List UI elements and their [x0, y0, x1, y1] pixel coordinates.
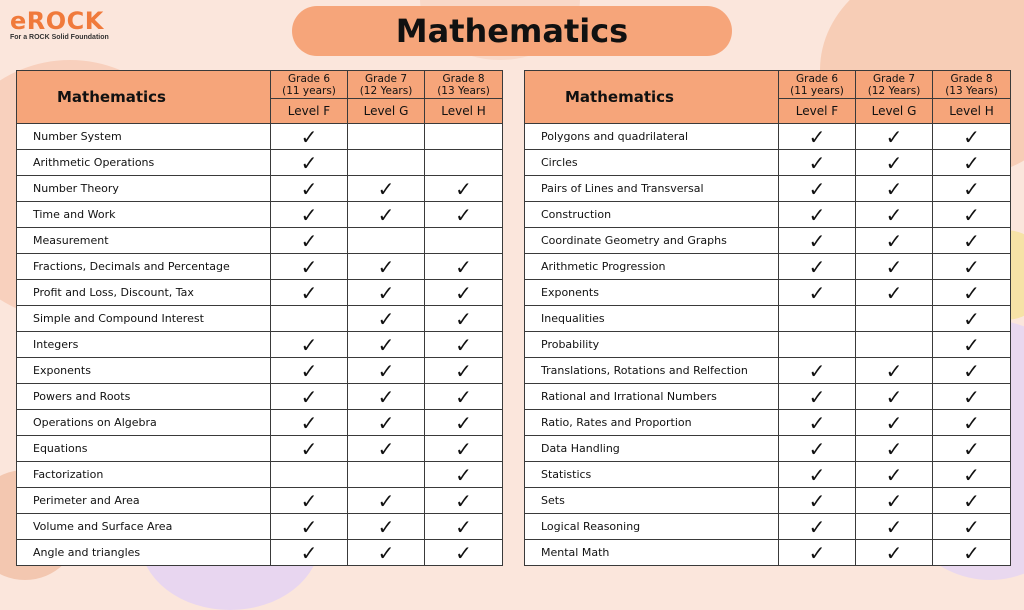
- check-mark-icon: ✓: [425, 436, 503, 462]
- table-row: [17, 514, 503, 540]
- check-mark-icon: ✓: [856, 384, 933, 410]
- table-row: [17, 254, 503, 280]
- check-mark-icon: ✓: [856, 358, 933, 384]
- check-mark-icon: ✓: [779, 514, 856, 540]
- empty-mark-cell: [425, 228, 503, 254]
- check-mark-icon: ✓: [271, 202, 348, 228]
- table-row: [525, 150, 1011, 176]
- grade-label: Grade 7: [364, 72, 408, 85]
- topic-cell: Statistics: [525, 462, 779, 488]
- table-row: [525, 488, 1011, 514]
- check-mark-icon: ✓: [425, 410, 503, 436]
- check-mark-icon: ✓: [271, 332, 348, 358]
- topic-cell: Construction: [525, 202, 779, 228]
- table-row: [525, 332, 1011, 358]
- logo-brand-text: eROCK: [10, 7, 104, 35]
- check-mark-icon: ✓: [856, 228, 933, 254]
- check-mark-icon: ✓: [933, 202, 1011, 228]
- check-mark-icon: ✓: [425, 280, 503, 306]
- check-mark-icon: ✓: [271, 254, 348, 280]
- topic-cell: Circles: [525, 150, 779, 176]
- topic-cell: Logical Reasoning: [525, 514, 779, 540]
- subject-column-header: Mathematics: [17, 71, 271, 124]
- title-banner: [292, 6, 732, 56]
- grade-column-header: [779, 71, 856, 99]
- check-mark-icon: ✓: [856, 514, 933, 540]
- topic-cell: Integers: [17, 332, 271, 358]
- grade-label: Grade 6: [795, 72, 839, 85]
- table-row: [17, 540, 503, 566]
- table-row: [525, 384, 1011, 410]
- check-mark-icon: ✓: [425, 202, 503, 228]
- table-row: [17, 488, 503, 514]
- right-curriculum-panel: [524, 70, 1010, 566]
- check-mark-icon: ✓: [933, 228, 1011, 254]
- grade-label: Grade 6: [287, 72, 331, 85]
- check-mark-icon: ✓: [933, 462, 1011, 488]
- check-mark-icon: ✓: [271, 514, 348, 540]
- level-column-header: Level F: [271, 99, 348, 124]
- table-row: [17, 202, 503, 228]
- topic-cell: Pairs of Lines and Transversal: [525, 176, 779, 202]
- topic-cell: Translations, Rotations and Relfection: [525, 358, 779, 384]
- check-mark-icon: ✓: [271, 124, 348, 150]
- check-mark-icon: ✓: [779, 124, 856, 150]
- topic-cell: Factorization: [17, 462, 271, 488]
- check-mark-icon: ✓: [856, 280, 933, 306]
- check-mark-icon: ✓: [856, 540, 933, 566]
- empty-mark-cell: [425, 150, 503, 176]
- check-mark-icon: ✓: [348, 384, 425, 410]
- check-mark-icon: ✓: [779, 176, 856, 202]
- topic-cell: Simple and Compound Interest: [17, 306, 271, 332]
- topic-cell: Time and Work: [17, 202, 271, 228]
- grade-age-label: (11 years): [282, 84, 336, 97]
- table-row: [17, 462, 503, 488]
- check-mark-icon: ✓: [779, 384, 856, 410]
- topic-cell: Mental Math: [525, 540, 779, 566]
- check-mark-icon: ✓: [425, 540, 503, 566]
- topic-cell: Inequalities: [525, 306, 779, 332]
- empty-mark-cell: [856, 332, 933, 358]
- grade-column-header: [271, 71, 348, 99]
- empty-mark-cell: [348, 150, 425, 176]
- page-title: Mathematics: [395, 12, 629, 50]
- grade-label: Grade 8: [442, 72, 485, 85]
- topic-cell: Operations on Algebra: [17, 410, 271, 436]
- grade-age-label: (13 Years): [945, 84, 998, 97]
- grade-column-header: [933, 71, 1011, 99]
- table-row: [525, 280, 1011, 306]
- check-mark-icon: ✓: [425, 384, 503, 410]
- table-row: [17, 124, 503, 150]
- level-column-header: Level F: [779, 99, 856, 124]
- check-mark-icon: ✓: [348, 436, 425, 462]
- topic-cell: Profit and Loss, Discount, Tax: [17, 280, 271, 306]
- check-mark-icon: ✓: [348, 540, 425, 566]
- check-mark-icon: ✓: [348, 306, 425, 332]
- check-mark-icon: ✓: [933, 306, 1011, 332]
- check-mark-icon: ✓: [933, 358, 1011, 384]
- grade-column-header: [425, 71, 503, 99]
- topic-cell: Number Theory: [17, 176, 271, 202]
- table-row: [525, 202, 1011, 228]
- check-mark-icon: ✓: [779, 462, 856, 488]
- check-mark-icon: ✓: [271, 436, 348, 462]
- check-mark-icon: ✓: [779, 228, 856, 254]
- check-mark-icon: ✓: [933, 384, 1011, 410]
- table-row: [17, 176, 503, 202]
- check-mark-icon: ✓: [933, 124, 1011, 150]
- level-column-header: Level G: [348, 99, 425, 124]
- check-mark-icon: ✓: [425, 488, 503, 514]
- table-row: [525, 540, 1011, 566]
- table-row: [525, 124, 1011, 150]
- topic-cell: Powers and Roots: [17, 384, 271, 410]
- topic-cell: Arithmetic Operations: [17, 150, 271, 176]
- check-mark-icon: ✓: [933, 332, 1011, 358]
- table-row: [525, 228, 1011, 254]
- check-mark-icon: ✓: [271, 228, 348, 254]
- table-row: [17, 228, 503, 254]
- table-row: [17, 384, 503, 410]
- brand-logo: [10, 8, 109, 41]
- subject-column-header: Mathematics: [525, 71, 779, 124]
- topic-cell: Rational and Irrational Numbers: [525, 384, 779, 410]
- check-mark-icon: ✓: [933, 488, 1011, 514]
- check-mark-icon: ✓: [425, 462, 503, 488]
- check-mark-icon: ✓: [348, 202, 425, 228]
- topic-cell: Arithmetic Progression: [525, 254, 779, 280]
- check-mark-icon: ✓: [933, 436, 1011, 462]
- check-mark-icon: ✓: [271, 358, 348, 384]
- check-mark-icon: ✓: [856, 488, 933, 514]
- empty-mark-cell: [425, 124, 503, 150]
- grade-age-label: (11 years): [790, 84, 844, 97]
- table-row: [525, 436, 1011, 462]
- grade-column-header: [348, 71, 425, 99]
- table-row: [17, 358, 503, 384]
- topic-cell: Ratio, Rates and Proportion: [525, 410, 779, 436]
- check-mark-icon: ✓: [348, 332, 425, 358]
- check-mark-icon: ✓: [856, 202, 933, 228]
- table-row: [525, 358, 1011, 384]
- grade-age-label: (12 Years): [359, 84, 413, 97]
- grade-age-label: (12 Years): [867, 84, 921, 97]
- topic-cell: Measurement: [17, 228, 271, 254]
- grade-column-header: [856, 71, 933, 99]
- table-row: [17, 332, 503, 358]
- grade-age-label: (13 Years): [437, 84, 490, 97]
- topic-cell: Exponents: [17, 358, 271, 384]
- check-mark-icon: ✓: [348, 514, 425, 540]
- topic-cell: Angle and triangles: [17, 540, 271, 566]
- check-mark-icon: ✓: [348, 280, 425, 306]
- check-mark-icon: ✓: [425, 332, 503, 358]
- left-curriculum-panel: [16, 70, 502, 566]
- check-mark-icon: ✓: [933, 254, 1011, 280]
- check-mark-icon: ✓: [933, 176, 1011, 202]
- check-mark-icon: ✓: [779, 436, 856, 462]
- table-row: [525, 176, 1011, 202]
- check-mark-icon: ✓: [348, 488, 425, 514]
- empty-mark-cell: [348, 462, 425, 488]
- table-row: [17, 436, 503, 462]
- topic-cell: Coordinate Geometry and Graphs: [525, 228, 779, 254]
- check-mark-icon: ✓: [348, 410, 425, 436]
- check-mark-icon: ✓: [933, 514, 1011, 540]
- table-row: [17, 410, 503, 436]
- level-column-header: Level G: [856, 99, 933, 124]
- check-mark-icon: ✓: [779, 410, 856, 436]
- check-mark-icon: ✓: [425, 306, 503, 332]
- level-column-header: Level H: [425, 99, 503, 124]
- check-mark-icon: ✓: [779, 254, 856, 280]
- grade-label: Grade 7: [872, 72, 916, 85]
- empty-mark-cell: [856, 306, 933, 332]
- check-mark-icon: ✓: [425, 358, 503, 384]
- left-curriculum-table: [16, 70, 503, 566]
- topic-cell: Volume and Surface Area: [17, 514, 271, 540]
- empty-mark-cell: [348, 124, 425, 150]
- empty-mark-cell: [271, 306, 348, 332]
- table-row: [525, 254, 1011, 280]
- topic-cell: Data Handling: [525, 436, 779, 462]
- check-mark-icon: ✓: [425, 254, 503, 280]
- logo-tagline: For a ROCK Solid Foundation: [10, 34, 109, 41]
- check-mark-icon: ✓: [856, 410, 933, 436]
- topic-cell: Number System: [17, 124, 271, 150]
- table-row: [17, 280, 503, 306]
- empty-mark-cell: [348, 228, 425, 254]
- check-mark-icon: ✓: [779, 488, 856, 514]
- check-mark-icon: ✓: [779, 202, 856, 228]
- empty-mark-cell: [779, 306, 856, 332]
- right-curriculum-table: [524, 70, 1011, 566]
- check-mark-icon: ✓: [425, 514, 503, 540]
- check-mark-icon: ✓: [856, 254, 933, 280]
- check-mark-icon: ✓: [856, 150, 933, 176]
- level-column-header: Level H: [933, 99, 1011, 124]
- check-mark-icon: ✓: [779, 280, 856, 306]
- table-row: [525, 410, 1011, 436]
- grade-label: Grade 8: [950, 72, 993, 85]
- table-row: [525, 462, 1011, 488]
- table-row: [525, 306, 1011, 332]
- check-mark-icon: ✓: [856, 436, 933, 462]
- empty-mark-cell: [779, 332, 856, 358]
- table-row: [525, 514, 1011, 540]
- topic-cell: Perimeter and Area: [17, 488, 271, 514]
- check-mark-icon: ✓: [271, 410, 348, 436]
- check-mark-icon: ✓: [271, 280, 348, 306]
- check-mark-icon: ✓: [856, 124, 933, 150]
- check-mark-icon: ✓: [271, 488, 348, 514]
- check-mark-icon: ✓: [271, 384, 348, 410]
- check-mark-icon: ✓: [933, 410, 1011, 436]
- topic-cell: Polygons and quadrilateral: [525, 124, 779, 150]
- check-mark-icon: ✓: [779, 358, 856, 384]
- check-mark-icon: ✓: [779, 150, 856, 176]
- check-mark-icon: ✓: [348, 254, 425, 280]
- check-mark-icon: ✓: [856, 176, 933, 202]
- check-mark-icon: ✓: [933, 540, 1011, 566]
- topic-cell: Sets: [525, 488, 779, 514]
- check-mark-icon: ✓: [933, 280, 1011, 306]
- check-mark-icon: ✓: [425, 176, 503, 202]
- check-mark-icon: ✓: [271, 176, 348, 202]
- table-row: [17, 306, 503, 332]
- empty-mark-cell: [271, 462, 348, 488]
- check-mark-icon: ✓: [933, 150, 1011, 176]
- check-mark-icon: ✓: [271, 150, 348, 176]
- check-mark-icon: ✓: [271, 540, 348, 566]
- topic-cell: Probability: [525, 332, 779, 358]
- topic-cell: Exponents: [525, 280, 779, 306]
- check-mark-icon: ✓: [779, 540, 856, 566]
- topic-cell: Fractions, Decimals and Percentage: [17, 254, 271, 280]
- check-mark-icon: ✓: [348, 176, 425, 202]
- table-row: [17, 150, 503, 176]
- check-mark-icon: ✓: [348, 358, 425, 384]
- topic-cell: Equations: [17, 436, 271, 462]
- check-mark-icon: ✓: [856, 462, 933, 488]
